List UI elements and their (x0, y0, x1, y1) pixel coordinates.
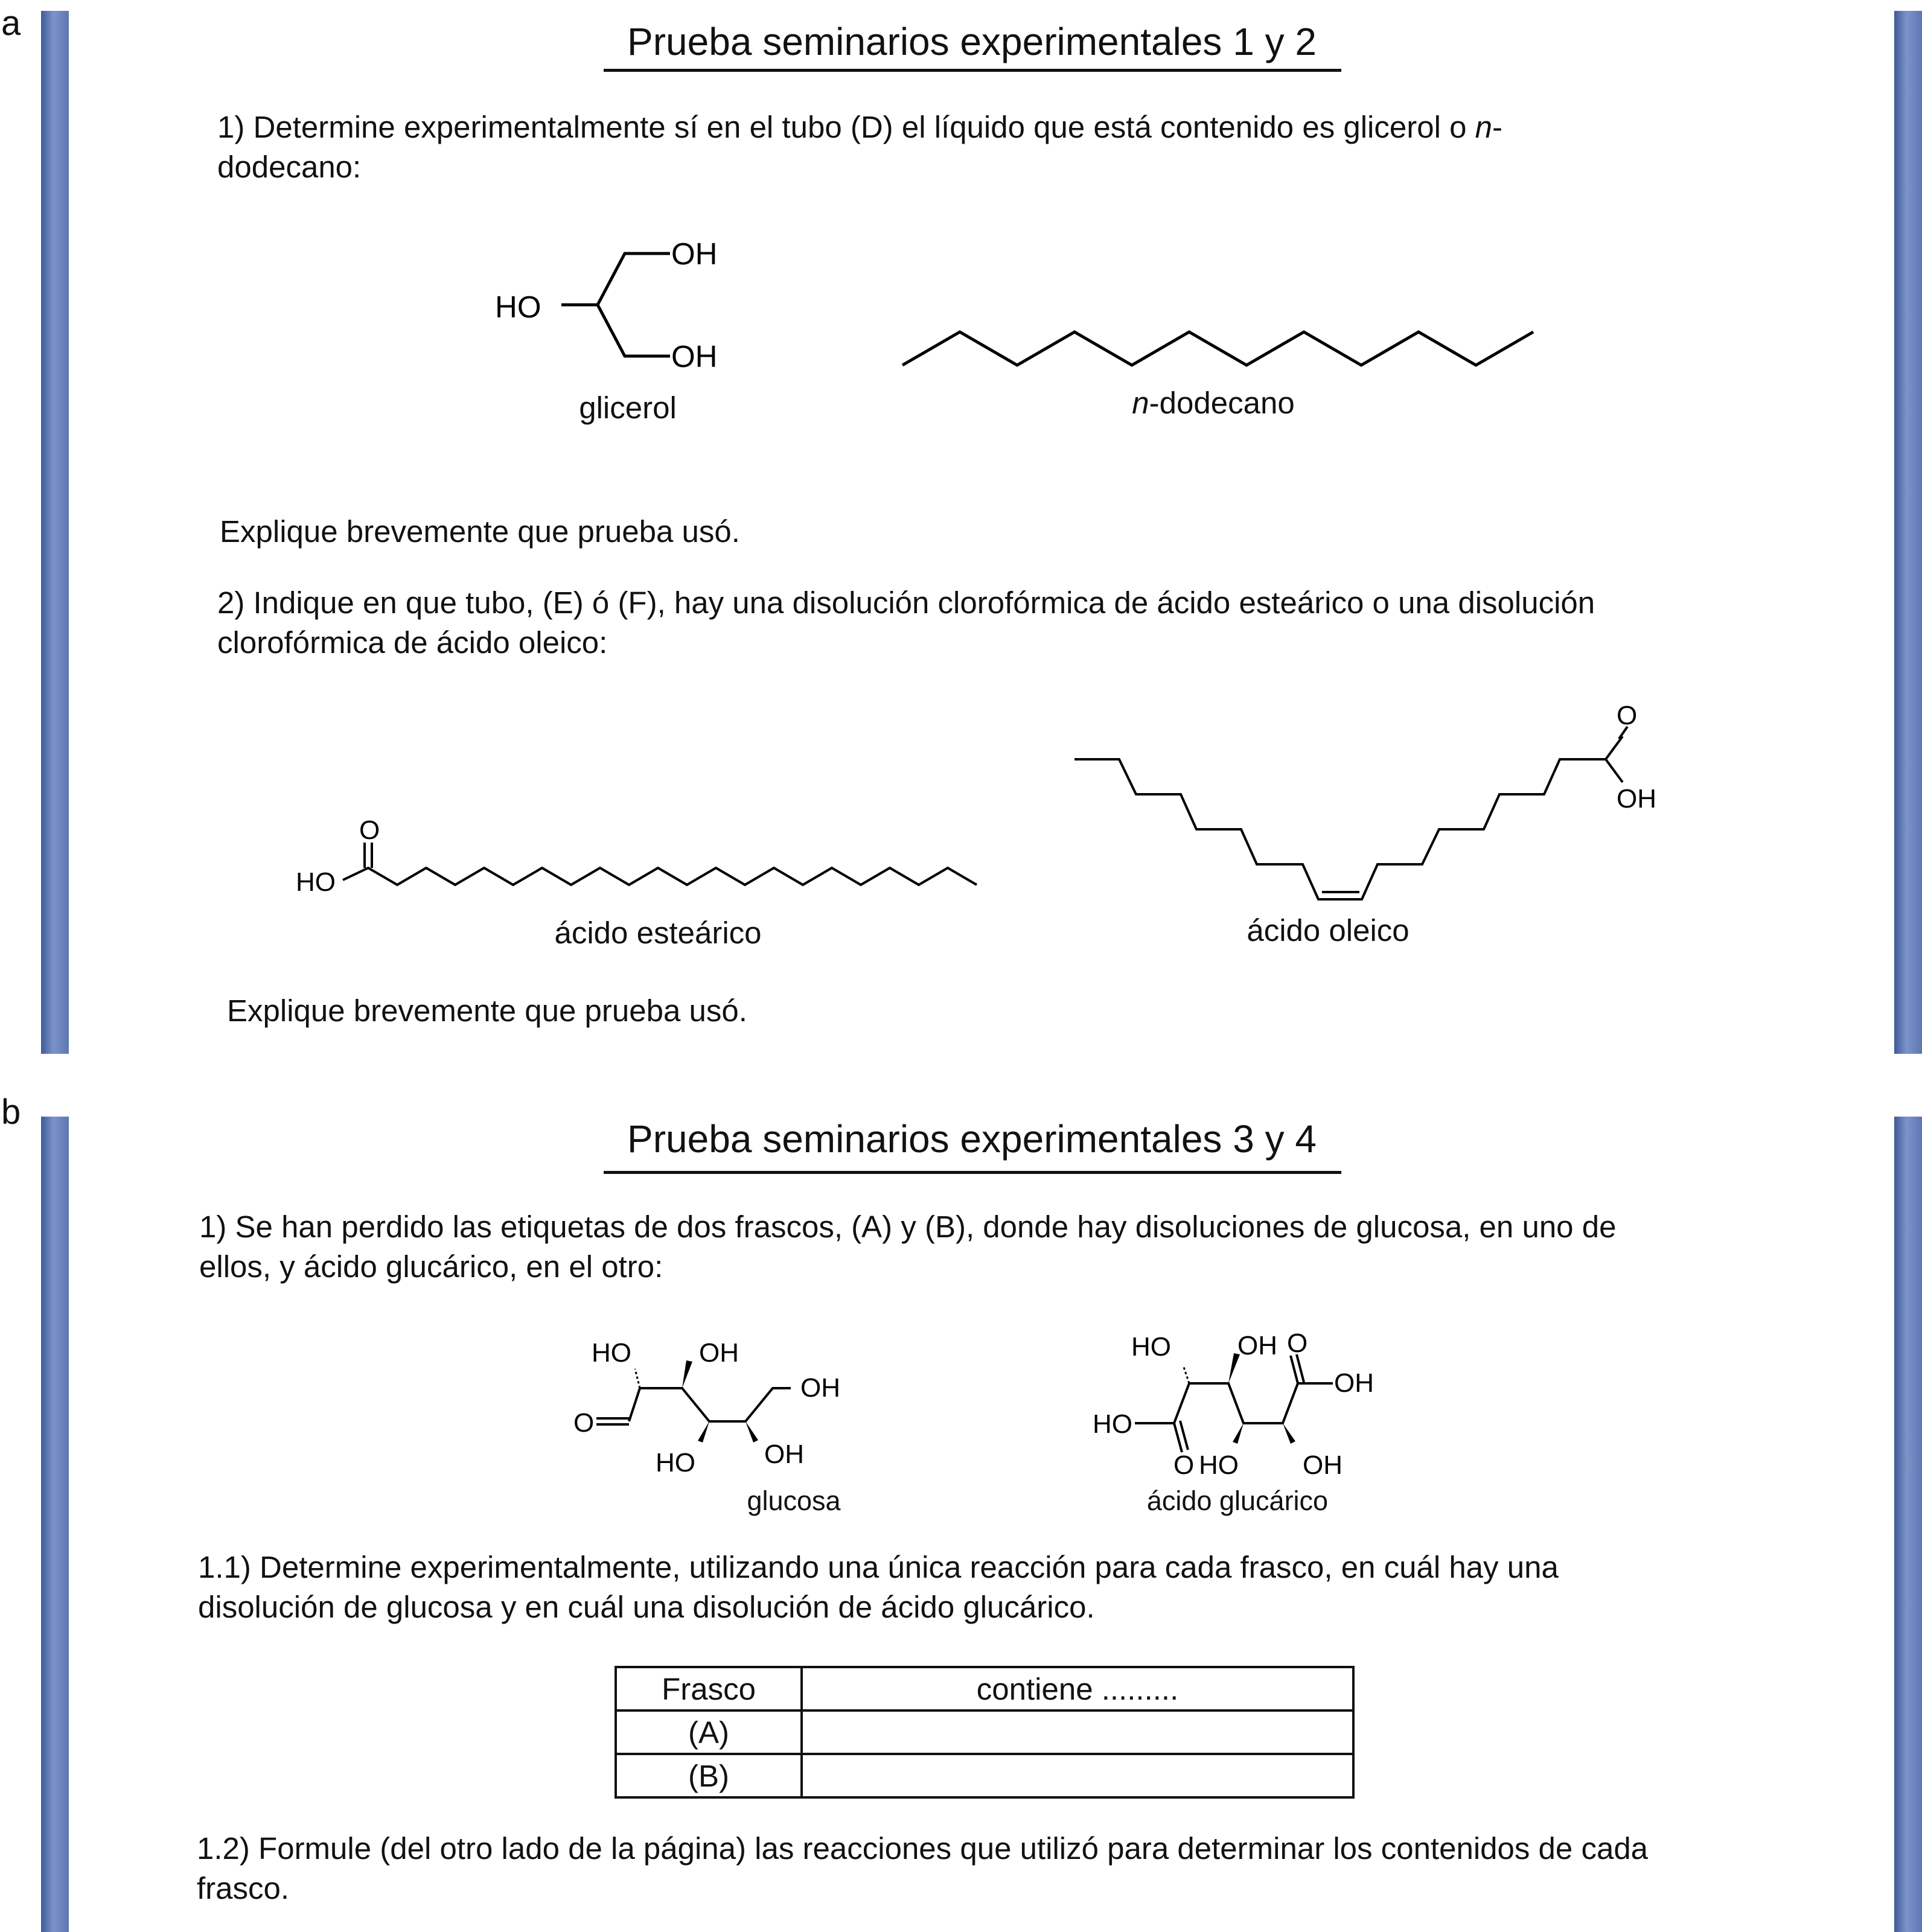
glucaric-o-top: O (1287, 1328, 1308, 1358)
glucaric-oh-right: OH (1334, 1368, 1374, 1398)
panel-b-right-bar (1894, 1117, 1922, 1932)
glucose-ho-bottom: HO (656, 1448, 695, 1478)
table-header-frasco: Frasco (616, 1667, 802, 1710)
glucose-oh-right: OH (800, 1373, 840, 1403)
glucose-ho-top: HO (592, 1338, 631, 1368)
table-row (616, 1754, 1353, 1797)
glycerol-caption: glicerol (579, 391, 677, 425)
glucaric-ho-top: HO (1131, 1332, 1171, 1362)
panel-a-title-underline (604, 69, 1341, 72)
oleic-o: O (1617, 701, 1638, 730)
stearic-o: O (359, 815, 380, 845)
panel-b-label: b (1, 1092, 21, 1132)
glucaric-acid-caption: ácido glucárico (1146, 1485, 1329, 1516)
panel-a-title: Prueba seminarios experimentales 1 y 2 (627, 20, 1317, 63)
table-cell-frasco-a: (A) (616, 1710, 802, 1754)
table-cell-frasco-b: (B) (616, 1754, 802, 1797)
stearic-acid-caption: ácido esteárico (554, 916, 762, 950)
glucose-o: O (573, 1408, 595, 1438)
panel-a-left-bar (41, 11, 69, 1054)
glycerol-oh-bottom: OH (671, 339, 718, 374)
dodecane-caption: n-dodecano (1132, 386, 1295, 420)
panel-b-left-bar (41, 1117, 69, 1932)
glucose-oh-top: OH (699, 1338, 739, 1368)
glucaric-oh-top: OH (1237, 1331, 1277, 1360)
table-cell-contents-b[interactable] (802, 1754, 1353, 1797)
dodecane-structure (893, 320, 1569, 374)
table-row (616, 1710, 1353, 1754)
table-header-contiene: contiene ......... (802, 1667, 1353, 1710)
glucaric-ho-left: HO (1093, 1409, 1132, 1439)
glucaric-oh-bottom: OH (1303, 1450, 1343, 1479)
answer-table (615, 1666, 1355, 1799)
panel-b-title: Prueba seminarios experimentales 3 y 4 (627, 1117, 1317, 1161)
panel-a-explain-1: Explique brevemente que prueba usó. (220, 514, 740, 549)
stearic-ho: HO (296, 867, 336, 897)
panel-a-question-2: 2) Indique en que tubo, (E) ó (F), hay una disolución clorofórmica de ácido esteárico o una disolución clorofórmica de ácido oleico: (217, 585, 1595, 660)
glucaric-acid-structure (1081, 1316, 1419, 1479)
panel-a-label: a (1, 4, 21, 43)
oleic-oh: OH (1617, 784, 1656, 814)
panel-b-question-1-1: 1.1) Determine experimentalmente, utilizando una única reacción para cada frasco, en cuál hay una disolución de glucosa y en cuál una disolución de ácido glucárico. (198, 1550, 1559, 1624)
glucaric-ho-bottom: HO (1199, 1450, 1239, 1479)
panel-b-title-underline (604, 1171, 1341, 1174)
panel-a-question-1: 1) Determine experimentalmente sí en el tubo (D) el líquido que está contenido es glicerol o n-dodecano: (217, 110, 1502, 184)
oleic-acid-structure (1062, 700, 1678, 917)
glycerol-oh-top: OH (671, 237, 718, 271)
glucaric-o-bottom: O (1173, 1450, 1195, 1479)
table-cell-contents-a[interactable] (802, 1710, 1353, 1754)
panel-b-question-1: 1) Se han perdido las etiquetas de dos frascos, (A) y (B), donde hay disoluciones de glucosa, en uno de ellos, y ácido glucárico, en el otro: (199, 1210, 1617, 1284)
glycerol-ho: HO (495, 290, 541, 324)
table-header-row (616, 1667, 1353, 1710)
glucose-oh-bottom: OH (764, 1439, 804, 1469)
oleic-acid-caption: ácido oleico (1247, 913, 1410, 948)
glucose-structure (561, 1322, 899, 1479)
panel-a-right-bar (1894, 11, 1922, 1054)
glycerol-structure (477, 229, 761, 386)
panel-b-question-1-2: 1.2) Formule (del otro lado de la página) las reacciones que utilizó para determinar los contenidos de cada frasco. (197, 1831, 1649, 1905)
glucose-caption: glucosa (747, 1485, 841, 1516)
stearic-acid-structure (290, 809, 1002, 917)
panel-a-explain-2: Explique brevemente que prueba usó. (227, 993, 747, 1028)
